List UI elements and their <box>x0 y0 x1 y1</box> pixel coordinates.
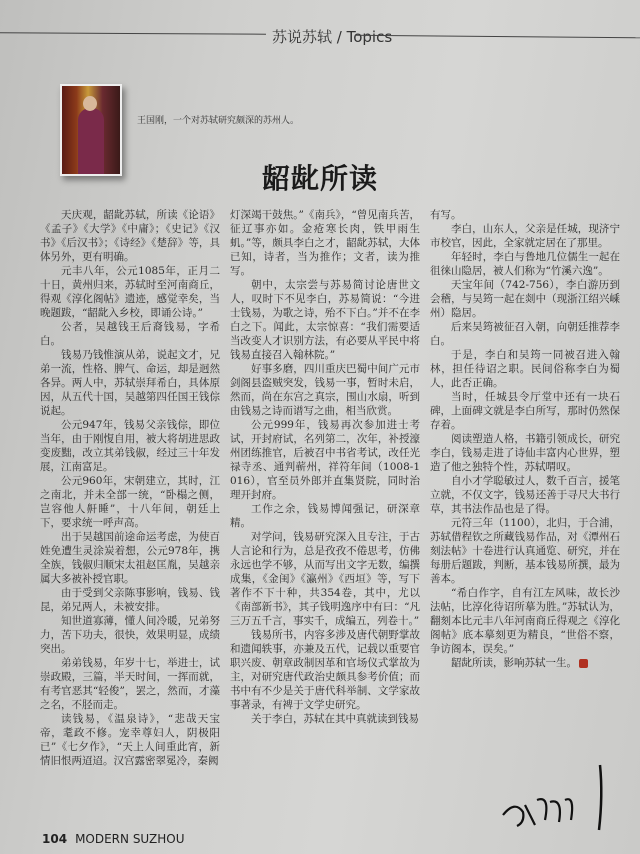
signature <box>495 760 615 835</box>
article-paragraph: 灯深竭干鼓焦。”《南兵》，“曾见南兵苦，征辽事亦如。金疮寒长肉，铁甲雨生虮。”等，颇具李白之才，龆龀苏轼，大体已知，诗者，当为推作；文者，读为推写。 <box>230 209 420 277</box>
article-paragraph: 李白，山东人，父亲是任城，现济宁市校官，因此，全家就定居在了那里。 <box>430 223 620 249</box>
article-paragraph: 公元947年，钱易父亲钱倧，即位当年，由于刚愎自用，被大将胡进思政变废黜，改立其弟钱俶，经过三十年发展，江南富足。 <box>40 419 220 473</box>
section-header: 苏说苏轼 / Topics <box>272 28 393 46</box>
article-column-1 <box>40 208 220 768</box>
article-paragraph: 好事多磨，四川重庆巴蜀中间广元市剑阁县盗贼突发，钱易一事，暂时未启，然而，尚在东宫之真宗，围山水扇，听到由钱易之诗而谱写之曲，相当欣赏。 <box>230 363 420 417</box>
article-paragraph: 知世道寡薄，懂人间冷暖，兄弟努力，苦下功夫，很快，效果明显，成绩突出。 <box>40 615 220 655</box>
article-column-2 <box>230 208 420 726</box>
article-paragraph: 年轻时，李白与鲁地几位儒生一起在徂徕山隐居，被人们称为“竹溪六逸”。 <box>430 251 620 277</box>
end-seal-icon <box>579 659 588 668</box>
article-paragraph: 于是，李白和吴筠一同被召进入翰林，担任待诏之职。民间俗称李白为蜀人，此否正确。 <box>430 349 620 389</box>
article-paragraph: 钱易所书，内容多涉及唐代朝野掌故和遗闻轶事，亦兼及五代，记载以重要官职兴废、朝章政制因革和官场仪式掌故为主，对研究唐代政治史颇具参考价值；而书中有不少是关于唐代科举制、文学家故事著录，有裨于文学史研究。 <box>230 629 420 711</box>
article-paragraph: 天庆观，龆龀苏轼，所读《论语》《孟子》《大学》《中庸》；《史记》《汉书》《后汉书》；《诗经》《楚辞》等，具体另外，更有明确。 <box>40 209 220 263</box>
magazine-name: MODERN SUZHOU <box>75 832 185 846</box>
article-paragraph: 公元999年，钱易再次参加进士考试，开封府试，名列第二，次年，补授濠州团练推官，后被召中书省考试，改任光禄寺丞、通判蕲州，祥符年间（1008-1016），官至员外郎并直集贤院，同时治理开封府。 <box>230 419 420 501</box>
article-title: 龆龀所读 <box>261 162 378 195</box>
article-paragraph: 钱易乃钱惟演从弟，说起文才，兄弟一流，性格、脾气、命运，却是迥然各异。两人中，苏轼崇拜希白，具体原因，从五代十国，吴越第四任国王钱倧说起。 <box>40 349 220 417</box>
page-footer <box>42 832 184 846</box>
article-paragraph: 后来吴筠被征召入朝，向朝廷推荐李白。 <box>430 321 620 347</box>
person-head <box>83 96 97 111</box>
article-paragraph: 工作之余，钱易博闻强记，研深章精。 <box>230 503 420 529</box>
article-paragraph: 公元960年，宋朝建立，其时，江之南北，并未全部一统，“卧榻之侧，岂容他人鼾睡”，十八年间，朝廷上下，要求统一呼声高。 <box>40 475 220 529</box>
article-paragraph: 朝中，太宗尝与苏易简讨论唐世文人，叹时下不见李白，苏易简说：“今进士钱易，为歌之诗，殆不下白。”并不在李白之下。闻此，太宗惊喜：“我们需要适当改变人才识别方法，有必要从平民中将钱易直接召入翰林院。” <box>230 279 420 361</box>
article-paragraph: 有写。 <box>430 209 462 221</box>
article-paragraph: 关于李白，苏轼在其中真就读到钱易 <box>251 713 419 725</box>
article-column-3 <box>430 208 620 670</box>
article-paragraph: 元符三年（1100），北归，于合浦，苏轼借程钦之所藏钱易作品，对《潭州石刻法帖》十卷进行认真通览、研究，并在每册后题跋，判断，基本钱易所撰，最为善本。 <box>430 517 620 585</box>
article-paragraph: 当时，任城县令厅堂中还有一块石碑，上面碑文就是李白所写，那时仍然保存着。 <box>430 391 620 431</box>
author-caption: 王国刚，一个对苏轼研究颇深的苏州人。 <box>137 116 300 126</box>
article-paragraph: 龆龀所读，影响苏轼一生。 <box>430 656 620 670</box>
article-paragraph: 出于吴越国前途命运考虑，为使百姓免遭生灵涂炭着想，公元978年，携全族，钱俶归顺宋太祖赵匡胤，吴越亲属大多被补授官职。 <box>40 531 220 585</box>
article-paragraph: “希白作字，自有江左风味，故长沙法帖，比淳化待诏所摹为胜。”苏轼认为，翻刻本比元丰八年河南商丘得观之《淳化阁帖》底本摹刻更为精良，“世俗不察，争访阁本，误矣。” <box>430 587 620 655</box>
article-paragraph: 对学问，钱易研究深入且专注，于古人言论和行为，总是孜孜不倦思考，仿佛永远也学不够，从而写出文字无数，编撰成集，《金闺》《瀛州》《西垣》等，写下著作不下十种，共354卷，其中，尤以《南部新书》，其子钱明逸序中有曰：“凡三万五千言，事实千，成编五，列卷十。” <box>230 531 420 627</box>
header-rule-right <box>355 35 640 38</box>
article-paragraph: 自小才学聪敏过人，数千百言，援笔立就，不仅文字，钱易还善于寻尺大书行草，其书法作品也是了得。 <box>430 475 620 515</box>
page-number: 104 <box>42 832 68 846</box>
article-paragraph: 读钱易，《温泉诗》，“悲哉天宝帝，耄政不修。宠幸尊妇人，阴极阳已”《七夕作》，“天上人间重此宵，新情旧恨两迢迢。汉宫露密翠冕冷，秦阙 <box>40 713 220 767</box>
article-paragraph: 元丰八年，公元1085年，正月二十日，黄州归来，苏轼时至河南商丘，得观《淳化阁帖》遗迹，感觉幸矣，当晚题跋，“龆龀入乡校，即诵公诗。” <box>40 265 220 319</box>
header-rule-left <box>0 32 266 34</box>
article-paragraph: 弟弟钱易，年岁十七，举进士，试崇政殿，三篇，半天时间，一挥而就，有考官恶其“轻俊”，罢之，然而，才藻之名，不胫而走。 <box>40 657 220 711</box>
article-paragraph: 阅读塑造人格，书籍引领成长，研究李白，钱易走进了诗仙丰富内心世界，塑造了他之独特个性，苏轼喟叹。 <box>430 433 620 473</box>
article-paragraph: 天宝年间（742-756），李白游历到会稽，与吴筠一起在剡中（现浙江绍兴嵊州）隐居。 <box>430 279 620 319</box>
article-paragraph: 由于受到父亲陈事影响，钱易、钱昆，弟兄两人，未被安排。 <box>40 587 220 613</box>
article-paragraph: 公者，吴越钱王后裔钱易，字希白。 <box>40 321 220 347</box>
